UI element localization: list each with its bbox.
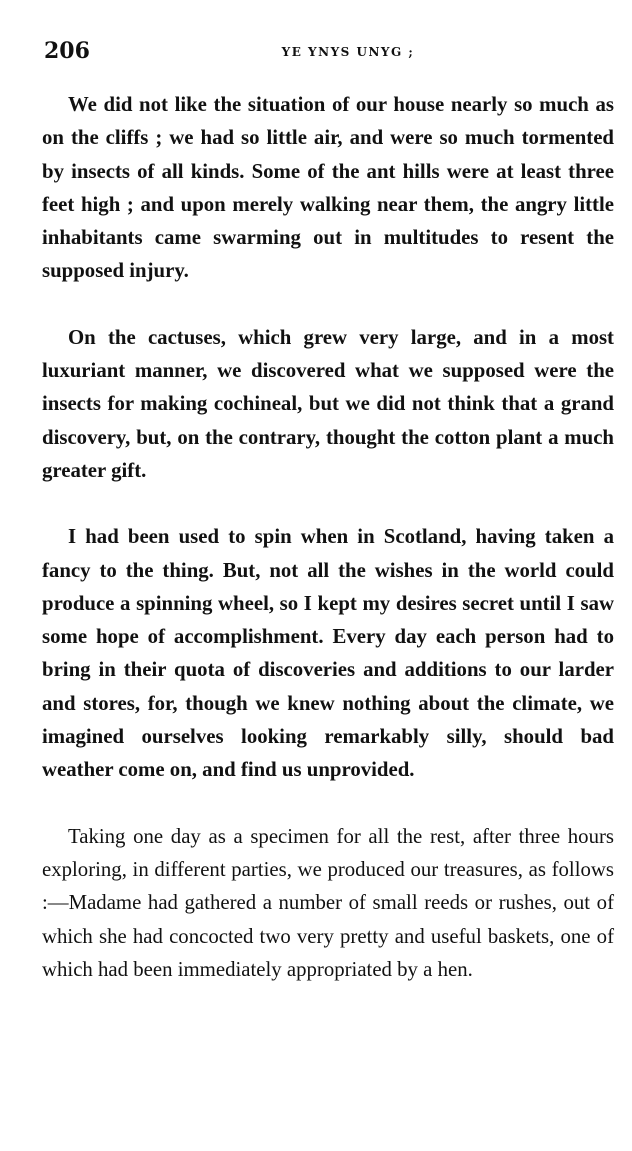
paragraph: Taking one day as a specimen for all the rest, after three hours exploring, in different parties, we produced our treasures, as follows :—Madame had gathered a number of small reeds or rushes, out of which she had concocted two very pretty and useful baskets, one of which had been immediately appropriated by a hen. — [42, 824, 614, 981]
paragraph: We did not like the situation of our house nearly so much as on the cliffs ; we had so little air, and were so much tormented by insects of all kinds. Some of the ant hills were at least three feet high ; and upon merely walking near them, the angry little inhabitants came swarming out in multitudes to resent the supposed injury. — [42, 93, 614, 283]
page-body — [42, 88, 614, 1019]
running-title: YE YNYS UNYG ; — [281, 45, 415, 59]
paragraph: On the cactuses, which grew very large, and in a most luxuriant manner, we discovered what we supposed were the insects for making cochineal, but we did not think that a grand discovery, but, on the contrary, thought the cotton plant a much greater gift. — [42, 325, 614, 482]
page-header — [44, 38, 592, 68]
paragraph: I had been used to spin when in Scotland, having taken a fancy to the thing. But, not all the wishes in the world could produce a spinning wheel, so I kept my desires secret until I saw some hope of accomplishment. Every day each person had to bring in their quota of discoveries and additions to our larder and stores, for, though we knew nothing about the climate, we imagined ourselves looking remarkably silly, should bad weather come on, and find us unprovided. — [42, 525, 614, 782]
page-number: 206 — [44, 38, 90, 64]
